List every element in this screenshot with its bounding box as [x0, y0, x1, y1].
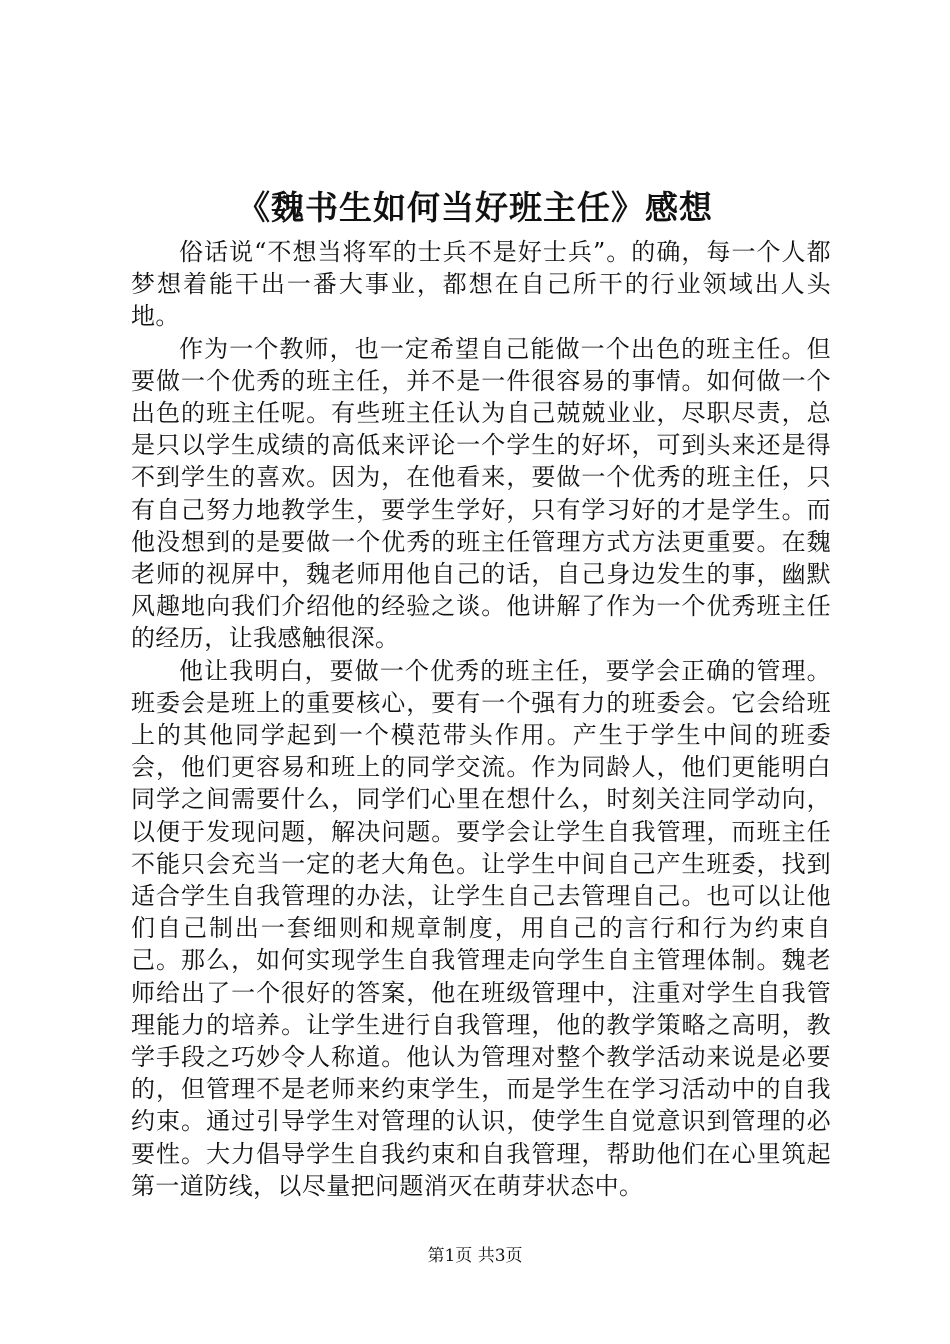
document-title: 《魏书生如何当好班主任》感想 [237, 188, 713, 227]
paragraph-3: 他让我明白，要做一个优秀的班主任，要学会正确的管理。班委会是班上的重要核心，要有一个强有力的班委会。它会给班上的其他同学起到一个模范带头作用。产生于学生中间的班委会，他们更容易和班上的同学交流。作为同龄人，他们更能明白同学之间需要什么，同学们心里在想什么，时刻关注同学动向，以便于发现问题，解决问题。要学会让学生自我管理，而班主任不能只会充当一定的老大角色。让学生中间自己产生班委，找到适合学生自我管理的办法，让学生自己去管理自己。也可以让他们自己制出一套细则和规章制度，用自己的言行和行为约束自己。那么，如何实现学生自我管理走向学生自主管理体制。魏老师给出了一个很好的答案，他在班级管理中，注重对学生自我管理能力的培养。让学生进行自我管理，他的教学策略之高明，教学手段之巧妙令人称道。他认为管理对整个教学活动来说是必要的，但管理不是老师来约束学生，而是学生在学习活动中的自我约束。通过引导学生对管理的认识，使学生自觉意识到管理的必要性。大力倡导学生自我约束和自我管理，帮助他们在心里筑起第一道防线，以尽量把问题消灭在萌芽状态中。 [131, 656, 831, 1200]
paragraph-1: 俗话说“不想当将军的士兵不是好士兵”。的确，每一个人都梦想着能干出一番大事业，都想在自己所干的行业领域出人头地。 [131, 238, 831, 331]
page-footer: 第1页 共3页 [427, 1246, 523, 1266]
document-body [131, 236, 831, 1202]
paragraph-2: 作为一个教师，也一定希望自己能做一个出色的班主任。但要做一个优秀的班主任，并不是一件很容易的事情。如何做一个出色的班主任呢。有些班主任认为自己兢兢业业，尽职尽责，总是只以学生成绩的高低来评论一个学生的好坏，可到头来还是得不到学生的喜欢。因为，在他看来，要做一个优秀的班主任，只有自己努力地教学生，要学生学好，只有学习好的才是学生。而他没想到的是要做一个优秀的班主任管理方式方法更重要。在魏老师的视屏中，魏老师用他自己的话，自己身边发生的事，幽默风趣地向我们介绍他的经验之谈。他讲解了作为一个优秀班主任的经历，让我感触很深。 [131, 334, 831, 653]
